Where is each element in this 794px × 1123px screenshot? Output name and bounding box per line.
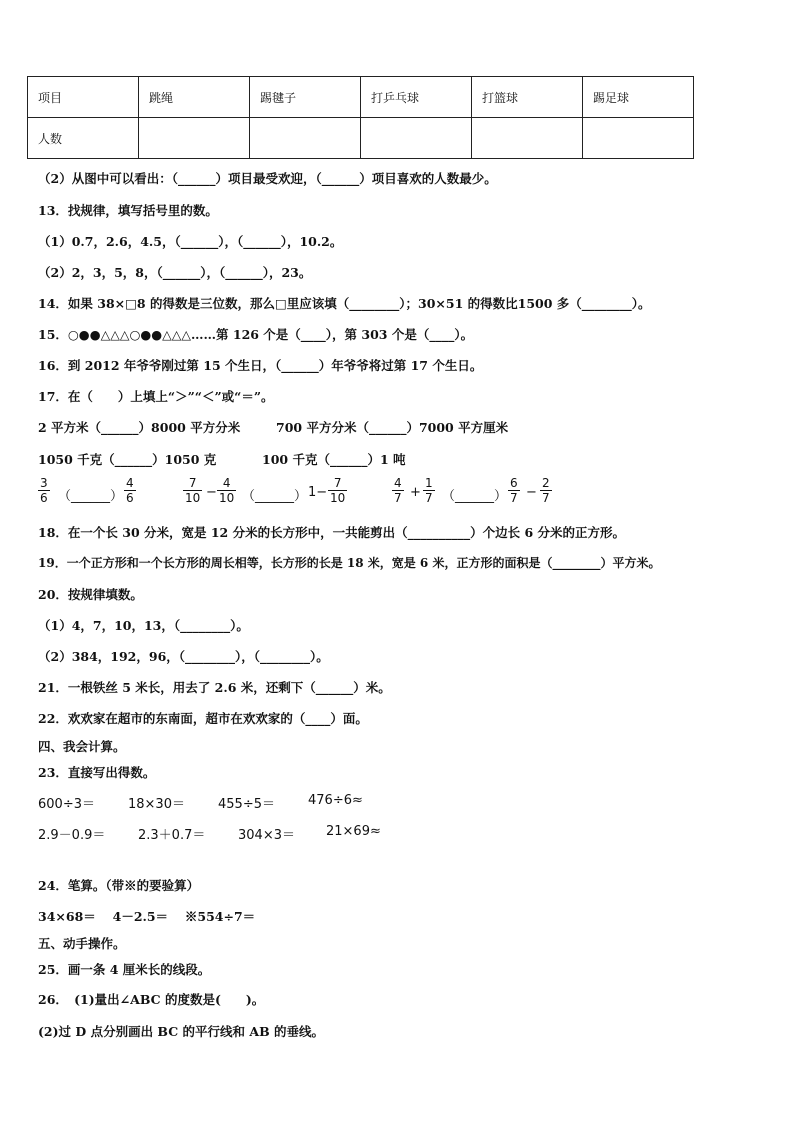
question-18: 18．在一个长 30 分米，宽是 12 分米的长方形中，一共能剪出（__________）个边长 6 分米的正方形。 xyxy=(38,525,625,540)
table-cell: 打篮球 xyxy=(472,77,583,118)
question-24: 24．笔算。（带※的要验算） xyxy=(38,878,200,893)
question-13-1: （1）0.7，2.6，4.5，（______），（______），10.2。 xyxy=(38,234,343,249)
minus-sign: − xyxy=(206,485,217,500)
fraction: 1 7 xyxy=(425,476,433,505)
plus-sign: + xyxy=(410,485,421,500)
fraction: 6 7 xyxy=(510,476,518,505)
minus-sign: − xyxy=(526,485,537,500)
question-17-d: 100 千克（______）1 吨 xyxy=(262,452,406,467)
table-cell: 项目 xyxy=(28,77,139,118)
question-20-2: （2）384，192，96，（________），（________）。 xyxy=(38,649,329,664)
table-cell: 跳绳 xyxy=(139,77,250,118)
question-22: 22．欢欢家在超市的东南面，超市在欢欢家的（____）面。 xyxy=(38,711,368,726)
one-minus: 1− xyxy=(308,485,328,500)
table-cell-empty[interactable] xyxy=(472,118,583,159)
question-19: 19．一个正方形和一个长方形的周长相等，长方形的长是 18 米，宽是 6 米，正方形的面积是（________）平方米。 xyxy=(38,556,661,570)
question-14: 14．如果 38×□8 的得数是三位数，那么□里应该填（________）；30×51 的得数比1500 多（________）。 xyxy=(38,296,651,311)
question-20-1: （1）4，7，10，13，（________）。 xyxy=(38,618,249,633)
question-17-a: 2 平方米（______）8000 平方分米 xyxy=(38,420,241,435)
table-cell: 踢足球 xyxy=(583,77,694,118)
table-cell: 打乒乓球 xyxy=(361,77,472,118)
table-cell-empty[interactable] xyxy=(139,118,250,159)
fraction: 7 10 xyxy=(185,476,201,505)
fraction: 3 6 xyxy=(40,476,48,505)
question-17: 17．在（ ）上填上“＞”“＜”或“＝”。 xyxy=(38,389,274,404)
table-cell-empty[interactable] xyxy=(361,118,472,159)
calc-item: 304×3＝ xyxy=(238,828,295,843)
question-17-b: 700 平方分米（______）7000 平方厘米 xyxy=(276,420,509,435)
fraction: 4 7 xyxy=(394,476,402,505)
answer-blank[interactable]: （______） xyxy=(442,489,508,504)
calc-item: 21×69≈ xyxy=(326,824,381,839)
question-13: 13．找规律，填写括号里的数。 xyxy=(38,203,218,218)
calc-item: 600÷3＝ xyxy=(38,797,95,812)
table-row xyxy=(28,118,694,159)
question-12-2: （2）从图中可以看出：（______）项目最受欢迎，（______）项目喜欢的人数最少。 xyxy=(38,171,497,186)
calc-item: 2.9－0.9＝ xyxy=(38,828,106,843)
section-4-heading: 四、我会计算。 xyxy=(38,739,126,754)
calc-item: 455÷5＝ xyxy=(218,797,275,812)
question-20: 20．按规律填数。 xyxy=(38,587,143,602)
table-cell: 踢毽子 xyxy=(250,77,361,118)
sports-table xyxy=(27,76,694,159)
fraction: 4 10 xyxy=(219,476,235,505)
question-24-items: 34×68＝ 4－2.5＝ ※554÷7＝ xyxy=(38,909,256,924)
answer-blank[interactable]: （______） xyxy=(242,489,308,504)
question-21: 21．一根铁丝 5 米长，用去了 2.6 米，还剩下（______）米。 xyxy=(38,680,391,695)
table-header-row xyxy=(28,77,694,118)
calc-item: 2.3＋0.7＝ xyxy=(138,828,206,843)
section-5-heading: 五、动手操作。 xyxy=(38,936,126,951)
question-23: 23．直接写出得数。 xyxy=(38,765,156,780)
fraction: 4 6 xyxy=(126,476,134,505)
question-25: 25．画一条 4 厘米长的线段。 xyxy=(38,962,211,977)
question-17-c: 1050 千克（______）1050 克 xyxy=(38,452,217,467)
question-13-2: （2）2，3，5，8，（______），（______），23。 xyxy=(38,265,312,280)
question-16: 16．到 2012 年爷爷刚过第 15 个生日，（______）年爷爷将过第 17 个生日。 xyxy=(38,358,483,373)
question-15: 15．○●●△△△○●●△△△……第 126 个是（____），第 303 个是（____）。 xyxy=(38,327,474,342)
fraction: 7 10 xyxy=(330,476,346,505)
question-26-2: (2)过 D 点分别画出 BC 的平行线和 AB 的垂线。 xyxy=(38,1024,324,1039)
answer-blank[interactable]: （______） xyxy=(58,489,124,504)
table-row-label: 人数 xyxy=(28,118,139,159)
question-26-1: 26． (1)量出∠ABC 的度数是( )。 xyxy=(38,992,265,1007)
table-cell-empty[interactable] xyxy=(583,118,694,159)
calc-item: 476÷6≈ xyxy=(308,793,363,808)
table-cell-empty[interactable] xyxy=(250,118,361,159)
fraction: 2 7 xyxy=(542,476,550,505)
calc-item: 18×30＝ xyxy=(128,797,185,812)
